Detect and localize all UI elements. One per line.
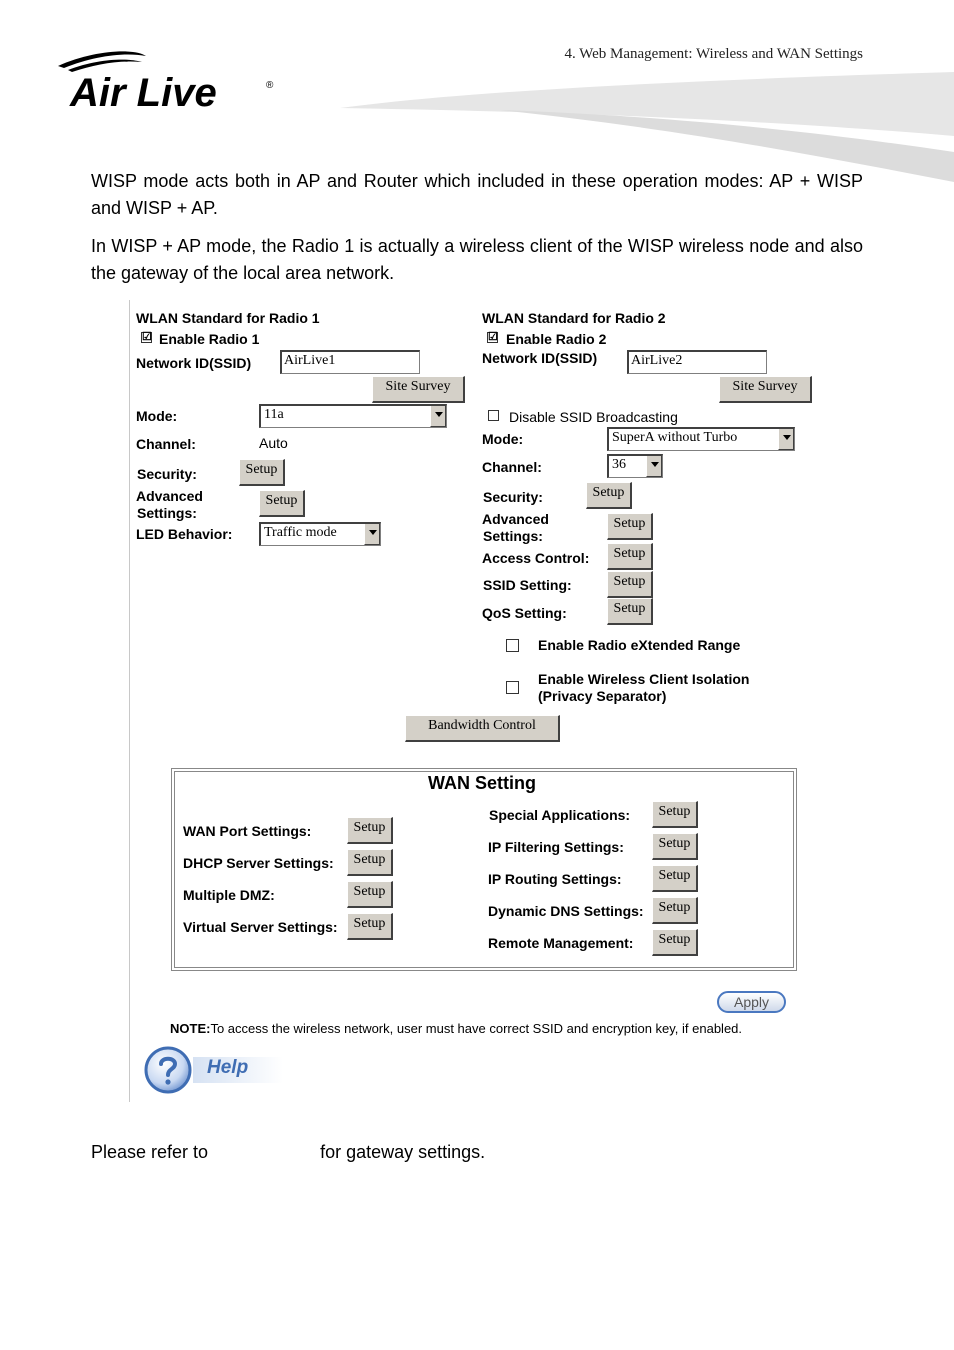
svg-text:Air Live: Air Live <box>70 71 217 112</box>
radio2-security-label: Security: <box>483 489 543 505</box>
radio1-mode-label: Mode: <box>136 408 178 424</box>
radio2-disable-ssid-checkbox[interactable] <box>488 410 499 421</box>
radio2-isolation-label-1: Enable Wireless Client Isolation <box>538 671 750 687</box>
radio2-isolation-label-2: (Privacy Separator) <box>538 688 667 704</box>
multiple-dmz-setup-button[interactable]: Setup <box>347 881 393 908</box>
intro-paragraph-1: WISP mode acts both in AP and Router which included in these operation modes: AP + WISP and WISP + AP. <box>91 171 863 218</box>
radio2-xr-label: Enable Radio eXtended Range <box>538 637 741 653</box>
radio1-advanced-label-2: Settings: <box>137 505 197 521</box>
radio2-advanced-setup-button[interactable]: Setup <box>607 513 653 540</box>
special-applications-label: Special Applications: <box>489 807 631 823</box>
radio2-access-label: Access Control: <box>482 550 590 566</box>
wan-port-setup-button[interactable]: Setup <box>347 817 393 844</box>
radio2-disable-ssid-label: Disable SSID Broadcasting <box>509 409 678 425</box>
radio1-heading: WLAN Standard for Radio 1 <box>136 310 320 326</box>
header-title: 4. Web Management: Wireless and WAN Settings <box>564 46 863 62</box>
multiple-dmz-label: Multiple DMZ: <box>183 887 275 903</box>
radio1-led-value: Traffic mode <box>264 525 337 540</box>
dynamic-dns-setup-button[interactable]: Setup <box>652 897 698 924</box>
virtual-server-setup-button[interactable]: Setup <box>347 913 393 940</box>
dhcp-server-label: DHCP Server Settings: <box>183 855 334 871</box>
special-applications-setup-button[interactable]: Setup <box>652 801 698 828</box>
chevron-down-icon[interactable] <box>430 406 446 427</box>
radio2-security-setup-button[interactable]: Setup <box>586 482 632 509</box>
radio2-enable-label: Enable Radio 2 <box>506 331 607 347</box>
radio1-enable-label: Enable Radio 1 <box>159 331 260 347</box>
note-text: To access the wireless network, user must have correct SSID and encryption key, if enabled. <box>210 1021 743 1036</box>
radio1-advanced-setup-button[interactable]: Setup <box>259 490 305 517</box>
radio2-channel-value: 36 <box>612 457 626 472</box>
radio2-channel-select[interactable] <box>607 454 663 478</box>
radio2-ssid-input[interactable]: AirLive2 <box>627 350 767 374</box>
radio1-security-label: Security: <box>137 466 197 482</box>
radio2-ssid-label: Network ID(SSID) <box>482 350 598 366</box>
chevron-down-icon[interactable] <box>364 524 380 545</box>
radio2-advanced-label-1: Advanced <box>482 511 549 527</box>
radio1-channel-label: Channel: <box>136 436 196 452</box>
remote-management-setup-button[interactable]: Setup <box>652 929 698 956</box>
radio2-ssid-setup-button[interactable]: Setup <box>607 571 653 598</box>
radio1-enable-checkbox[interactable]: ☑ <box>142 331 152 343</box>
help-link[interactable]: Help <box>207 1057 249 1078</box>
footer-text <box>91 1142 485 1163</box>
radio1-mode-value: 11a <box>264 407 284 422</box>
radio2-heading: WLAN Standard for Radio 2 <box>482 310 666 326</box>
radio2-qos-setup-button[interactable]: Setup <box>607 598 653 625</box>
radio2-mode-value: SuperA without Turbo <box>612 430 738 445</box>
radio2-xr-checkbox[interactable] <box>506 639 519 652</box>
airlive-logo <box>54 48 284 112</box>
ip-routing-label: IP Routing Settings: <box>488 871 622 887</box>
apply-button[interactable]: Apply <box>717 991 786 1013</box>
remote-management-label: Remote Management: <box>488 935 634 951</box>
radio1-channel-value: Auto <box>259 435 288 451</box>
radio2-ssid-setting-label: SSID Setting: <box>483 577 572 593</box>
ip-filtering-label: IP Filtering Settings: <box>488 839 624 855</box>
radio2-isolation-checkbox[interactable] <box>506 681 519 694</box>
radio1-mode-select[interactable] <box>259 404 447 428</box>
ip-filtering-setup-button[interactable]: Setup <box>652 833 698 860</box>
settings-screenshot <box>129 300 820 1102</box>
help-question-icon[interactable] <box>143 1045 193 1095</box>
radio1-security-setup-button[interactable]: Setup <box>239 459 285 486</box>
radio2-channel-label: Channel: <box>482 459 542 475</box>
radio2-mode-label: Mode: <box>482 431 524 447</box>
footer-after: for gateway settings. <box>320 1142 486 1162</box>
radio1-ssid-input[interactable]: AirLive1 <box>280 350 420 374</box>
radio1-ssid-label: Network ID(SSID) <box>136 355 252 371</box>
radio2-site-survey-button[interactable]: Site Survey <box>719 376 812 403</box>
radio1-advanced-label-1: Advanced <box>136 488 203 504</box>
dynamic-dns-label: Dynamic DNS Settings: <box>488 903 644 919</box>
ip-routing-setup-button[interactable]: Setup <box>652 865 698 892</box>
radio2-mode-select[interactable] <box>607 427 795 451</box>
dhcp-server-setup-button[interactable]: Setup <box>347 849 393 876</box>
chevron-down-icon[interactable] <box>646 456 662 477</box>
footer-before: Please refer to <box>91 1142 209 1162</box>
svg-text:®: ® <box>266 80 274 91</box>
wan-port-label: WAN Port Settings: <box>183 823 312 839</box>
note-label: NOTE: <box>170 1021 211 1036</box>
radio2-qos-label: QoS Setting: <box>482 605 567 621</box>
virtual-server-label: Virtual Server Settings: <box>183 919 338 935</box>
radio1-led-label: LED Behavior: <box>136 526 233 542</box>
radio2-enable-checkbox[interactable]: ☑ <box>488 331 498 343</box>
note <box>170 1021 742 1036</box>
bandwidth-control-button[interactable]: Bandwidth Control <box>405 715 560 742</box>
radio1-site-survey-button[interactable]: Site Survey <box>372 376 465 403</box>
chevron-down-icon[interactable] <box>778 429 794 450</box>
wan-setting-title: WAN Setting <box>428 773 536 793</box>
radio2-access-setup-button[interactable]: Setup <box>607 543 653 570</box>
intro-paragraph-2: In WISP + AP mode, the Radio 1 is actually a wireless client of the WISP wireless node and also the gateway of the local area network. <box>91 236 863 283</box>
radio2-advanced-label-2: Settings: <box>483 528 543 544</box>
radio1-led-select[interactable] <box>259 522 381 546</box>
